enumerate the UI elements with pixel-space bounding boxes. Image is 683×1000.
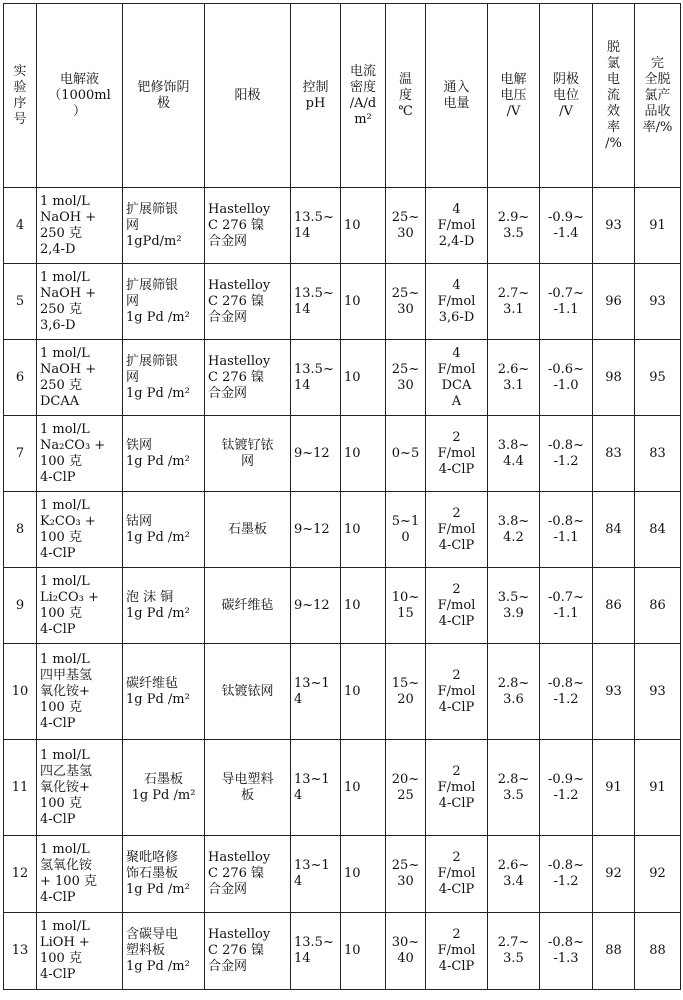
cell-voltage: 2.7~ 3.1 bbox=[488, 264, 540, 340]
table-row bbox=[4, 340, 681, 416]
cell-electrolyte: 1 mol/L Li₂CO₃ + 100 克 4-ClP bbox=[37, 568, 123, 644]
cell-current-density: 10 bbox=[341, 740, 386, 836]
cell-anode: 钛镀铱网 bbox=[205, 644, 291, 740]
table-row bbox=[4, 740, 681, 836]
cell-temperature: 0~5 bbox=[386, 416, 426, 492]
cell-yield: 88 bbox=[635, 913, 681, 990]
cell-cathode: 扩展筛银 网 1g Pd /m² bbox=[123, 264, 205, 340]
cell-electrolyte: 1 mol/L 氢氧化铵 + 100 克 4-ClP bbox=[37, 836, 123, 913]
cell-efficiency: 83 bbox=[593, 416, 635, 492]
table-row bbox=[4, 568, 681, 644]
cell-potential: -0.6~ -1.0 bbox=[540, 340, 593, 416]
cell-no: 11 bbox=[4, 740, 37, 836]
cell-no: 9 bbox=[4, 568, 37, 644]
header-cell-electrolyte: 电解液 （1000ml ） bbox=[37, 4, 123, 188]
cell-no: 7 bbox=[4, 416, 37, 492]
cell-ph: 9~12 bbox=[291, 568, 341, 644]
cell-charge: 2 F/mol 4-ClP bbox=[426, 492, 488, 568]
cell-cathode: 钴网 1g Pd /m² bbox=[123, 492, 205, 568]
cell-ph: 13~1 4 bbox=[291, 644, 341, 740]
table-row bbox=[4, 913, 681, 990]
header-cell-voltage: 电解 电压 /V bbox=[488, 4, 540, 188]
cell-efficiency: 93 bbox=[593, 644, 635, 740]
cell-voltage: 2.6~ 3.1 bbox=[488, 340, 540, 416]
cell-electrolyte: 1 mol/L NaOH + 250 克 DCAA bbox=[37, 340, 123, 416]
cell-temperature: 20~ 25 bbox=[386, 740, 426, 836]
cell-temperature: 25~ 30 bbox=[386, 340, 426, 416]
cell-charge: 2 F/mol 4-ClP bbox=[426, 740, 488, 836]
cell-yield: 93 bbox=[635, 264, 681, 340]
cell-cathode: 碳纤维毡 1g Pd /m² bbox=[123, 644, 205, 740]
cell-charge: 2 F/mol 4-ClP bbox=[426, 416, 488, 492]
cell-potential: -0.8~ -1.1 bbox=[540, 492, 593, 568]
cell-potential: -0.7~ -1.1 bbox=[540, 568, 593, 644]
cell-electrolyte: 1 mol/L NaOH + 250 克 3,6-D bbox=[37, 264, 123, 340]
data-table bbox=[3, 3, 681, 990]
table-row bbox=[4, 416, 681, 492]
header-cell-current-density: 电流 密度 /A/d m² bbox=[341, 4, 386, 188]
cell-electrolyte: 1 mol/L Na₂CO₃ + 100 克 4-ClP bbox=[37, 416, 123, 492]
cell-yield: 91 bbox=[635, 188, 681, 264]
cell-ph: 13~1 4 bbox=[291, 836, 341, 913]
cell-temperature: 25~ 30 bbox=[386, 264, 426, 340]
cell-current-density: 10 bbox=[341, 264, 386, 340]
cell-current-density: 10 bbox=[341, 340, 386, 416]
cell-charge: 2 F/mol 4-ClP bbox=[426, 644, 488, 740]
cell-temperature: 10~ 15 bbox=[386, 568, 426, 644]
cell-yield: 95 bbox=[635, 340, 681, 416]
cell-electrolyte: 1 mol/L K₂CO₃ + 100 克 4-ClP bbox=[37, 492, 123, 568]
cell-anode: Hastelloy C 276 镍 合金网 bbox=[205, 264, 291, 340]
header-cell-yield: 完 全脱 氯产 品收 率/% bbox=[635, 4, 681, 188]
header-cell-anode: 阳极 bbox=[205, 4, 291, 188]
cell-voltage: 3.8~ 4.4 bbox=[488, 416, 540, 492]
cell-charge: 4 F/mol DCA A bbox=[426, 340, 488, 416]
cell-efficiency: 92 bbox=[593, 836, 635, 913]
cell-temperature: 25~ 30 bbox=[386, 836, 426, 913]
table-row bbox=[4, 188, 681, 264]
cell-yield: 92 bbox=[635, 836, 681, 913]
header-cell-ph: 控制 pH bbox=[291, 4, 341, 188]
cell-anode: Hastelloy C 276 镍 合金网 bbox=[205, 340, 291, 416]
cell-no: 6 bbox=[4, 340, 37, 416]
cell-yield: 91 bbox=[635, 740, 681, 836]
cell-potential: -0.8~ -1.2 bbox=[540, 644, 593, 740]
cell-electrolyte: 1 mol/L NaOH + 250 克 2,4-D bbox=[37, 188, 123, 264]
cell-anode: Hastelloy C 276 镍 合金网 bbox=[205, 913, 291, 990]
cell-temperature: 5~1 0 bbox=[386, 492, 426, 568]
cell-current-density: 10 bbox=[341, 188, 386, 264]
cell-ph: 9~12 bbox=[291, 492, 341, 568]
cell-ph: 9~12 bbox=[291, 416, 341, 492]
cell-ph: 13.5~ 14 bbox=[291, 264, 341, 340]
cell-yield: 83 bbox=[635, 416, 681, 492]
cell-no: 12 bbox=[4, 836, 37, 913]
cell-voltage: 3.8~ 4.2 bbox=[488, 492, 540, 568]
cell-voltage: 3.5~ 3.9 bbox=[488, 568, 540, 644]
table-row bbox=[4, 644, 681, 740]
cell-cathode: 扩展筛银 网 1gPd/m² bbox=[123, 188, 205, 264]
cell-charge: 2 F/mol 4-ClP bbox=[426, 913, 488, 990]
cell-anode: Hastelloy C 276 镍 合金网 bbox=[205, 836, 291, 913]
cell-current-density: 10 bbox=[341, 492, 386, 568]
cell-voltage: 2.9~ 3.5 bbox=[488, 188, 540, 264]
cell-charge: 4 F/mol 2,4-D bbox=[426, 188, 488, 264]
cell-cathode: 泡 沫 铜 1g Pd /m² bbox=[123, 568, 205, 644]
cell-temperature: 25~ 30 bbox=[386, 188, 426, 264]
cell-cathode: 扩展筛银 网 1g Pd /m² bbox=[123, 340, 205, 416]
cell-efficiency: 96 bbox=[593, 264, 635, 340]
cell-cathode: 铁网 1g Pd /m² bbox=[123, 416, 205, 492]
header-cell-potential: 阴极 电位 /V bbox=[540, 4, 593, 188]
cell-electrolyte: 1 mol/L LiOH + 100 克 4-ClP bbox=[37, 913, 123, 990]
cell-temperature: 30~ 40 bbox=[386, 913, 426, 990]
cell-charge: 2 F/mol 4-ClP bbox=[426, 568, 488, 644]
cell-potential: -0.9~ -1.4 bbox=[540, 188, 593, 264]
cell-potential: -0.9~ -1.2 bbox=[540, 740, 593, 836]
cell-potential: -0.7~ -1.1 bbox=[540, 264, 593, 340]
cell-temperature: 15~ 20 bbox=[386, 644, 426, 740]
cell-anode: 石墨板 bbox=[205, 492, 291, 568]
header-cell-no: 实 验 序 号 bbox=[4, 4, 37, 188]
cell-cathode: 石墨板 1g Pd /m² bbox=[123, 740, 205, 836]
cell-yield: 86 bbox=[635, 568, 681, 644]
cell-efficiency: 91 bbox=[593, 740, 635, 836]
cell-efficiency: 88 bbox=[593, 913, 635, 990]
cell-anode: 导电塑料 板 bbox=[205, 740, 291, 836]
cell-voltage: 2.8~ 3.5 bbox=[488, 740, 540, 836]
cell-charge: 2 F/mol 4-ClP bbox=[426, 836, 488, 913]
cell-current-density: 10 bbox=[341, 644, 386, 740]
cell-no: 8 bbox=[4, 492, 37, 568]
cell-cathode: 聚吡咯修 饰石墨板 1g Pd /m² bbox=[123, 836, 205, 913]
cell-cathode: 含碳导电 塑料板 1g Pd /m² bbox=[123, 913, 205, 990]
cell-current-density: 10 bbox=[341, 913, 386, 990]
cell-voltage: 2.7~ 3.5 bbox=[488, 913, 540, 990]
cell-current-density: 10 bbox=[341, 836, 386, 913]
cell-efficiency: 98 bbox=[593, 340, 635, 416]
cell-ph: 13.5~ 14 bbox=[291, 913, 341, 990]
cell-potential: -0.8~ -1.3 bbox=[540, 913, 593, 990]
table-row bbox=[4, 492, 681, 568]
cell-potential: -0.8~ -1.2 bbox=[540, 836, 593, 913]
cell-no: 5 bbox=[4, 264, 37, 340]
cell-no: 10 bbox=[4, 644, 37, 740]
cell-current-density: 10 bbox=[341, 416, 386, 492]
cell-electrolyte: 1 mol/L 四甲基氢 氧化铵+ 100 克 4-ClP bbox=[37, 644, 123, 740]
header-cell-temperature: 温 度 ℃ bbox=[386, 4, 426, 188]
cell-ph: 13.5~ 14 bbox=[291, 340, 341, 416]
cell-voltage: 2.8~ 3.6 bbox=[488, 644, 540, 740]
cell-voltage: 2.6~ 3.4 bbox=[488, 836, 540, 913]
cell-no: 4 bbox=[4, 188, 37, 264]
cell-yield: 84 bbox=[635, 492, 681, 568]
table-row bbox=[4, 836, 681, 913]
header-cell-efficiency: 脱 氯 电 流 效 率 /% bbox=[593, 4, 635, 188]
cell-anode: 钛镀钌铱 网 bbox=[205, 416, 291, 492]
header-row bbox=[4, 4, 681, 188]
cell-no: 13 bbox=[4, 913, 37, 990]
cell-potential: -0.8~ -1.2 bbox=[540, 416, 593, 492]
header-cell-charge: 通入 电量 bbox=[426, 4, 488, 188]
cell-efficiency: 93 bbox=[593, 188, 635, 264]
cell-efficiency: 84 bbox=[593, 492, 635, 568]
cell-ph: 13~1 4 bbox=[291, 740, 341, 836]
cell-electrolyte: 1 mol/L 四乙基氢 氧化铵+ 100 克 4-ClP bbox=[37, 740, 123, 836]
cell-current-density: 10 bbox=[341, 568, 386, 644]
cell-anode: 碳纤维毡 bbox=[205, 568, 291, 644]
cell-anode: Hastelloy C 276 镍 合金网 bbox=[205, 188, 291, 264]
cell-efficiency: 86 bbox=[593, 568, 635, 644]
cell-ph: 13.5~ 14 bbox=[291, 188, 341, 264]
cell-charge: 4 F/mol 3,6-D bbox=[426, 264, 488, 340]
header-cell-cathode: 钯修饰阴 极 bbox=[123, 4, 205, 188]
table-row bbox=[4, 264, 681, 340]
cell-yield: 93 bbox=[635, 644, 681, 740]
